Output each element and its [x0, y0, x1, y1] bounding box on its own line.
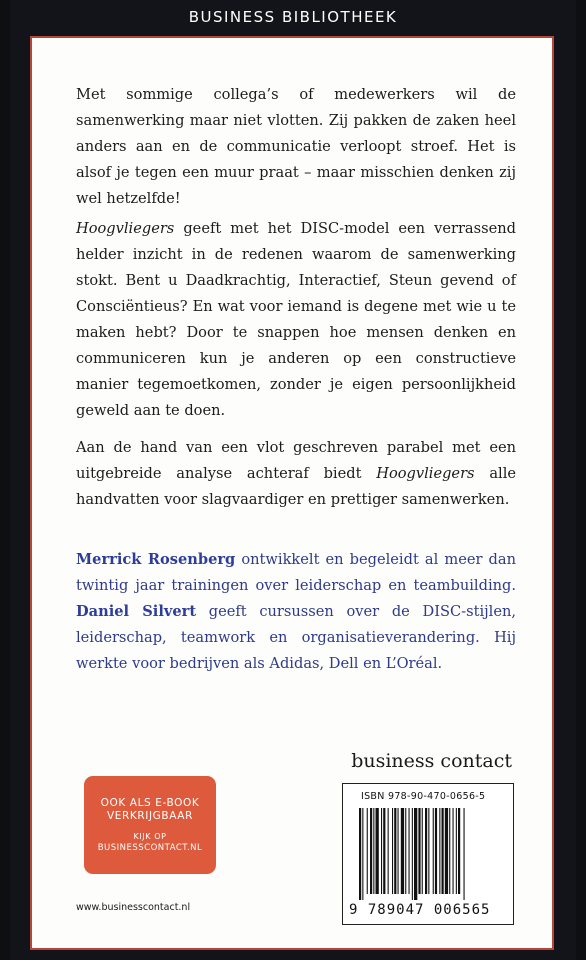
barcode-bar [398, 808, 399, 894]
barcode-bar [435, 808, 437, 894]
barcode-bar [401, 808, 404, 894]
blurb-text: alle handvatten voor slagvaardiger en prettiger samenwerken. [76, 465, 517, 508]
barcode-bar [370, 808, 372, 894]
barcode-bar [359, 808, 361, 900]
barcode-bar [405, 808, 406, 894]
disc-term: DISC [300, 220, 340, 237]
barcode-bar [453, 808, 454, 894]
isbn-label: ISBN 978-90-470-0656-5 [361, 791, 486, 802]
series-title: BUSINESS BIBLIOTHEEK [188, 8, 398, 26]
ebook-badge[interactable] [84, 776, 216, 874]
barcode-bar [383, 808, 385, 894]
author-bio: -stijlen, leiderschap, teamwork en organisatieverandering. Hij werkte voor bedrijven als Adidas, Dell en L’Oréal. [76, 603, 516, 672]
blurb-text: -model een verrassend helder inzicht in de redenen waarom de samenwerking stokt. Bent u Daadkrachtig, Interactief, Steun gevend of Consciëntieus? En wat voor iemand is degene met wie u te maken hebt? Door te snappen hoe mensen denken en communiceren kun je anderen op een constructieve manier tegemoetkomen, zonder je eigen persoonlijkheid geweld aan te doen. [76, 220, 516, 419]
barcode-bar [381, 808, 382, 894]
author-bios [76, 547, 516, 677]
ebook-line-1: OOK ALS E-BOOK [100, 797, 200, 809]
author-bio: geeft cursussen over de [196, 603, 423, 620]
book-title: Hoogvliegers [76, 220, 175, 237]
barcode-bar [388, 808, 389, 894]
blurb-paragraph-3 [76, 435, 516, 513]
barcode-bar [373, 808, 374, 894]
barcode-bar [442, 808, 444, 894]
barcode-bar [362, 808, 363, 900]
author-bio: ontwikkelt en begeleidt al meer dan twintig jaar trainingen over leiderschap en teambuilding. [76, 551, 517, 594]
ean-digits: 9 789047 006565 [349, 902, 491, 918]
blurb-paragraph-1: Met sommige collega’s of medewerkers wil de samenwerking maar niet vlotten. Zij pakken de zaken heel anders aan en de communicatie verloopt stroef. Het is alsof je tegen een muur praat – maar misschien denken zij wel hetzelfde! [76, 86, 516, 207]
blurb-paragraph-2 [76, 216, 516, 424]
right-edge-shadow [576, 0, 586, 960]
barcode-bar [392, 808, 393, 894]
barcode-bars [359, 808, 499, 900]
ebook-line-3: KIJK OP [133, 832, 167, 841]
ebook-line-2: VERKRIJGBAAR [107, 810, 193, 822]
author-name: Merrick Rosenberg [76, 551, 236, 568]
barcode-bar [445, 808, 448, 894]
barcode [342, 783, 514, 925]
ebook-website: BUSINESSCONTACT.NL [97, 843, 203, 853]
barcode-bar [422, 808, 423, 894]
book-title: Hoogvliegers [376, 465, 475, 482]
blurb-text: geeft met het [174, 220, 301, 237]
barcode-bar [376, 808, 379, 894]
barcode-bar [458, 808, 460, 894]
disc-term: DISC [422, 603, 462, 620]
barcode-bar [439, 808, 440, 894]
barcode-bar [409, 808, 410, 894]
barcode-bar [414, 808, 417, 900]
blurb-text: Aan de hand van een vlot geschreven parabel met een uitgebreide analyse achteraf biedt [76, 439, 516, 482]
publisher-logo: business contact [351, 750, 512, 772]
barcode-bar [456, 808, 457, 894]
barcode-bar [412, 808, 413, 900]
barcode-bar [394, 808, 396, 894]
website-link[interactable]: www.businesscontact.nl [76, 902, 191, 913]
barcode-bar [418, 808, 420, 894]
barcode-bar [433, 808, 434, 894]
barcode-bar [367, 808, 368, 894]
back-cover-panel [30, 36, 554, 950]
barcode-bar [425, 808, 427, 894]
author-name: Daniel Silvert [76, 603, 197, 620]
left-edge-shadow [0, 0, 10, 960]
barcode-bar [428, 808, 429, 894]
barcode-bar [449, 808, 450, 894]
barcode-bar [464, 808, 465, 900]
